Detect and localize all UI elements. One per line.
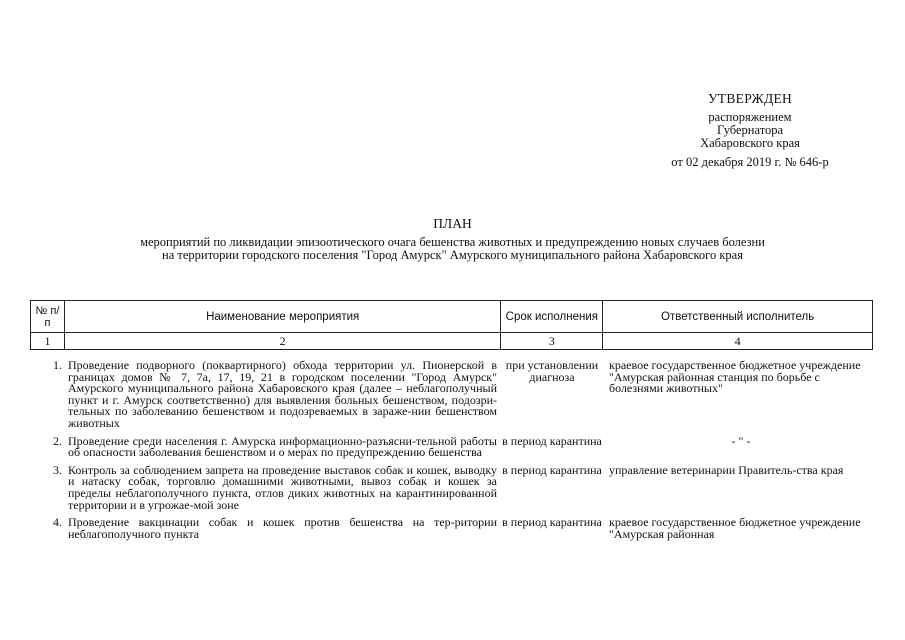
- approval-date: от 02 декабря 2019 г. № 646-р: [671, 155, 829, 169]
- table-row: [30, 462, 873, 512]
- row-responsible: краевое государственное бюджетное учреждение "Амурская районная: [609, 515, 861, 541]
- column-number: 4: [603, 333, 873, 350]
- plan-subtitle-line: мероприятий по ликвидации эпизоотического очага бешенства животных и предупреждению новых случаев болезни: [140, 235, 765, 249]
- row-term: в период карантина: [502, 515, 602, 530]
- table-row: [30, 433, 873, 460]
- column-number: 2: [64, 333, 500, 350]
- approval-line: Хабаровского края: [700, 136, 800, 150]
- header-name: Наименование мероприятия: [64, 301, 500, 333]
- plan-subtitle: [0, 236, 905, 262]
- row-number: 1.: [53, 358, 62, 372]
- approval-heading: УТВЕРЖДЕН: [707, 91, 793, 106]
- table-row: [30, 360, 873, 430]
- row-number: 2.: [53, 433, 62, 448]
- row-number: 4.: [53, 515, 62, 530]
- row-term: при установлении диагноза: [505, 358, 599, 384]
- row-number: 3.: [53, 462, 62, 477]
- header-num: № п/п: [31, 301, 65, 333]
- row-responsible: - " -: [731, 433, 751, 448]
- row-term: в период карантина: [502, 462, 602, 477]
- row-activity: Проведение вакцинации собак и кошек против бешенства на тер-ритории неблагополучного пункта: [68, 515, 497, 541]
- column-number: 3: [501, 333, 603, 350]
- column-number: 1: [31, 333, 65, 350]
- header-term: Срок исполнения: [501, 301, 603, 333]
- table-body: [30, 360, 873, 546]
- row-activity: Проведение подворного (поквартирного) обхода территории ул. Пионерской в границах домов № 7, 7а, 17, 19, 21 в городском поселении "Город Амурск" Амурского муниципального района Хабаровского края (далее – неблагополучный пункт и г. Амурск соответственно) для выявления больных бешенством, подозри-тельных по заболеванию бешенством и подозреваемых в зараже-нии бешенством животных: [68, 358, 497, 430]
- plan-title: ПЛАН: [433, 216, 472, 231]
- row-responsible: управление ветеринарии Правитель-ства края: [609, 462, 844, 477]
- approval-line: Губернатора: [716, 123, 784, 137]
- row-activity: Контроль за соблюдением запрета на проведение выставок собак и кошек, выводку и натаску собак, торговлю домашними животными, вывоз собак и кошек за пределы неблагополучного пункта, отлов диких животных на карантинированной территории и в угрожае-мой зоне: [68, 462, 497, 512]
- row-activity: Проведение среди населения г. Амурска информационно-разъясни-тельной работы об опасности заболевания бешенством и о мерах по предупреждению бешенства: [68, 433, 497, 460]
- table-row: [30, 517, 873, 540]
- row-term: в период карантина: [502, 433, 602, 448]
- table-header: [30, 300, 873, 350]
- plan-subtitle-line: на территории городского поселения "Город Амурск" Амурского муниципального района Хабаровского края: [162, 248, 743, 262]
- header-responsible: Ответственный исполнитель: [603, 301, 873, 333]
- row-responsible: краевое государственное бюджетное учреждение "Амурская районная станция по борьбе с болезнями животных": [609, 358, 861, 396]
- approval-line: распоряжением: [708, 110, 792, 124]
- approval-block: [620, 92, 880, 169]
